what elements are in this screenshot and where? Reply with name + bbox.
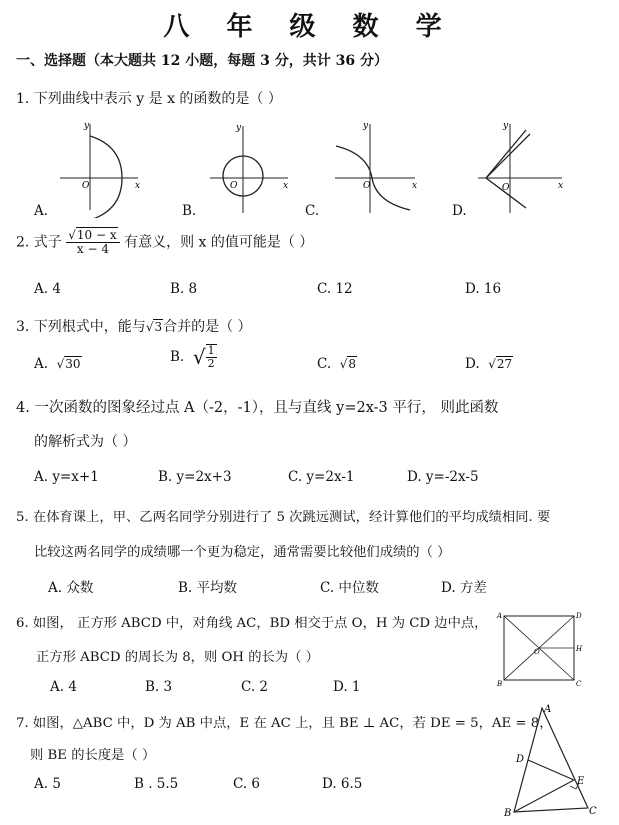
axis-x-label: x <box>135 181 141 191</box>
q2-option-a: A. 4 <box>34 281 61 297</box>
q7-option-c: C. 6 <box>233 776 261 792</box>
q7-triangle-figure <box>500 700 610 820</box>
q4-option-a: A. y=x+1 <box>34 469 99 485</box>
origin-label: O <box>82 181 90 191</box>
q2-denominator: x − 4 <box>76 242 109 257</box>
q2-option-b: B. 8 <box>170 281 198 297</box>
q5-line1: 5. 在体育课上，甲、乙两名同学分别进行了 5 次跳远测试，经计算他们的平均成绩相同. 要 <box>16 510 551 525</box>
q2-stem: 2. 式子 $\frac{√10 - x}{x - 4}$ 有意义，则 x 的值可能是（ ） <box>16 228 314 257</box>
page-title: 八 年 级 数 学 <box>163 12 456 42</box>
q3-option-c: C. √8 <box>317 356 357 372</box>
svg-text:x: x <box>558 181 564 191</box>
q7-option-b: B . 5.5 <box>134 776 179 792</box>
graph-d <box>478 121 563 213</box>
q4-option-d: D. y=-2x-5 <box>407 469 479 485</box>
q4-option-c: C. y=2x-1 <box>288 469 355 485</box>
q6-option-a: A. 4 <box>50 679 77 695</box>
svg-text:O: O <box>502 183 510 193</box>
svg-text:O: O <box>363 181 371 191</box>
q1-option-b: B. <box>182 203 197 219</box>
q1-option-a: A. <box>34 203 49 219</box>
axis-y-label: y <box>84 121 90 131</box>
q3-option-b: B. √ $\frac{1}{2}$ <box>170 344 215 371</box>
q2-option-d: D. 16 <box>465 281 502 297</box>
q5-line2: 比较这两名同学的成绩哪一个更为稳定，通常需要比较他们成绩的（ ） <box>34 545 451 560</box>
svg-text:O: O <box>534 648 540 656</box>
q3-stem: 3. 下列根式中，能与√3合并的是（ ） <box>16 319 252 335</box>
q1-option-c: C. <box>305 203 320 219</box>
q6-option-d: D. 1 <box>333 679 361 695</box>
svg-text:D: D <box>576 612 582 620</box>
q6-square-figure <box>494 608 586 688</box>
q4-line1: 4. 一次函数的图象经过点 A（-2，-1），且与直线 y=2x-3 平行， 则此函数 <box>16 400 499 416</box>
svg-text:C: C <box>576 680 582 688</box>
svg-text:x: x <box>283 181 289 191</box>
svg-text:y: y <box>236 123 242 133</box>
q5-option-a: A. 众数 <box>48 580 94 596</box>
q6-option-c: C. 2 <box>241 679 269 695</box>
q4-option-b: B. y=2x+3 <box>158 469 232 485</box>
svg-text:x: x <box>412 181 418 191</box>
svg-text:H: H <box>576 645 583 653</box>
q5-option-b: B. 平均数 <box>178 580 238 596</box>
svg-text:D: D <box>516 754 525 765</box>
graph-b <box>210 123 288 213</box>
q1-stem: 1. 下列曲线中表示 y 是 x 的函数的是（ ） <box>16 91 282 107</box>
graph-a <box>60 121 140 218</box>
q3-option-a: A. √30 <box>34 356 81 372</box>
svg-text:A: A <box>497 612 503 620</box>
q6-line2: 正方形 ABCD 的周长为 8，则 OH 的长为（ ） <box>36 650 319 665</box>
q7-option-d: D. 6.5 <box>322 776 363 792</box>
svg-text:E: E <box>577 776 585 787</box>
graph-c <box>335 121 417 213</box>
q3-option-d: D. √27 <box>465 356 513 372</box>
q7-line1: 7. 如图，△ABC 中，D 为 AB 中点，E 在 AC 上，且 BE ⊥ AC，若 DE = 5，AE = 8， <box>16 716 553 731</box>
svg-text:O: O <box>230 181 238 191</box>
svg-text:y: y <box>363 121 369 131</box>
q6-option-b: B. 3 <box>145 679 173 695</box>
q5-option-c: C. 中位数 <box>320 580 379 596</box>
q2-option-c: C. 12 <box>317 281 353 297</box>
svg-text:B: B <box>497 680 503 688</box>
svg-text:y: y <box>503 121 509 131</box>
q1-option-d: D. <box>452 203 467 219</box>
svg-text:A: A <box>544 704 552 715</box>
svg-text:B: B <box>504 808 512 819</box>
q6-line1: 6. 如图， 正方形 ABCD 中，对角线 AC，BD 相交于点 O，H 为 CD 边中点， <box>16 616 488 631</box>
q2-numerator: 10 − x <box>76 228 117 242</box>
svg-text:C: C <box>589 806 597 817</box>
q7-line2: 则 BE 的长度是（ ） <box>30 748 156 763</box>
q4-line2: 的解析式为（ ） <box>34 434 137 450</box>
section-heading: 一、选择题（本大题共 12 小题，每题 3 分，共计 36 分） <box>16 53 388 69</box>
q5-option-d: D. 方差 <box>441 580 487 596</box>
q7-option-a: A. 5 <box>34 776 61 792</box>
